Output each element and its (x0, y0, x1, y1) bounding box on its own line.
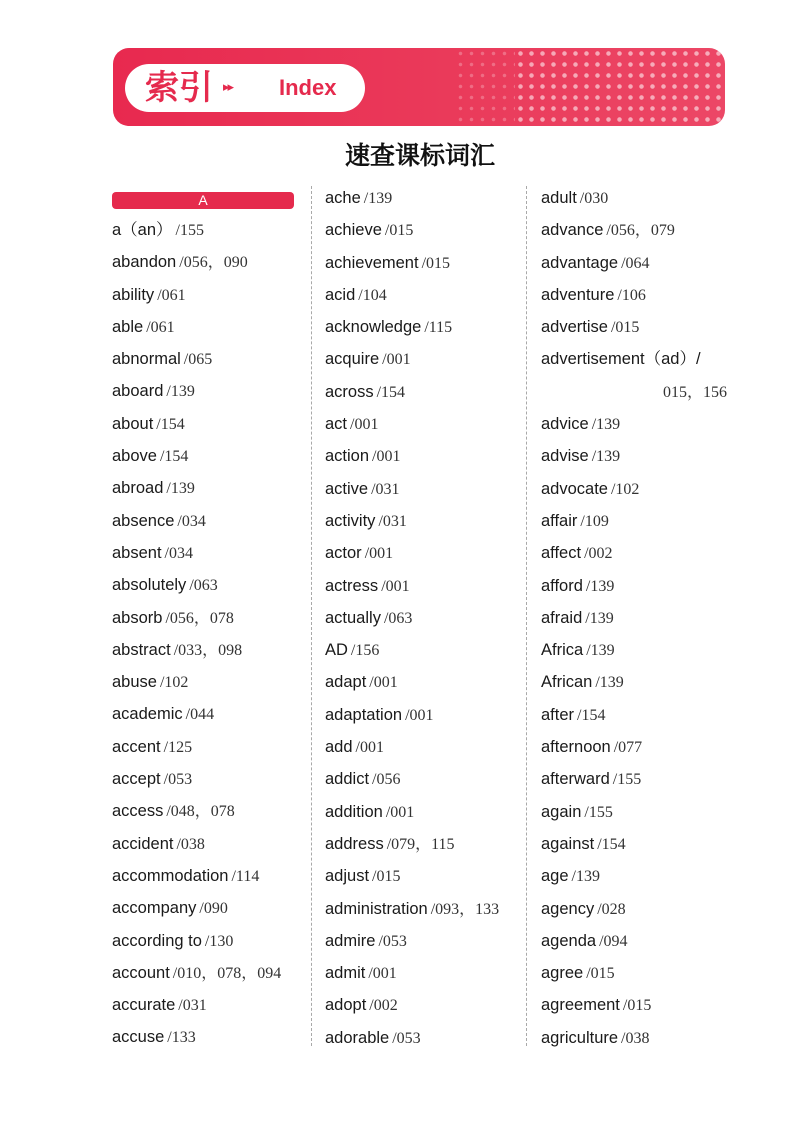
entry-word: accept (112, 770, 161, 789)
entry-page-numbers: /053 (392, 1029, 421, 1047)
index-entry (112, 343, 302, 375)
index-entry (541, 214, 741, 246)
index-entry (112, 440, 302, 472)
entry-page-numbers: /001 (369, 674, 398, 692)
entry-word: aboard (112, 382, 164, 401)
header-banner (113, 48, 725, 126)
entry-word: accident (112, 834, 174, 853)
entry-page-numbers: /031 (378, 512, 407, 530)
entry-word: about (112, 414, 154, 433)
index-entry (325, 634, 520, 666)
entry-page-numbers: /056，079 (606, 222, 675, 240)
entry-word: against (541, 834, 595, 853)
entry-page-numbers: /001 (364, 545, 394, 563)
entry-word: again (541, 802, 582, 821)
entry-page-numbers: /155 (612, 771, 642, 789)
entry-page-numbers: /125 (163, 738, 193, 756)
index-entry (325, 699, 520, 731)
index-entry (325, 279, 520, 311)
index-entry (541, 279, 741, 311)
entry-word: abandon (112, 253, 177, 272)
index-entry (325, 989, 520, 1021)
entry-page-numbers: /015 (421, 254, 451, 272)
entry-page-numbers: /001 (350, 416, 379, 434)
index-entry (112, 472, 302, 504)
banner-label-pill (125, 64, 365, 112)
entry-word: affair (541, 511, 578, 530)
entry-word: access (112, 802, 164, 821)
entry-page-numbers: /002 (369, 997, 398, 1015)
index-entry (541, 989, 741, 1021)
entry-page-numbers: /010，078，094 (172, 964, 282, 982)
index-entry (541, 666, 741, 698)
index-entry (325, 828, 520, 860)
index-entry (112, 569, 302, 601)
entry-page-numbers: /065 (183, 351, 213, 369)
entry-page-numbers: /093，133 (430, 900, 500, 918)
entry-word: abuse (112, 673, 157, 692)
entry-page-numbers: /114 (231, 867, 260, 885)
entry-word: advance (541, 221, 604, 240)
entry-page-numbers: /031 (178, 997, 207, 1015)
column-divider (526, 186, 527, 1046)
entry-page-numbers: /133 (167, 1029, 196, 1047)
index-entry (541, 537, 741, 569)
entry-page-numbers: /015 (622, 997, 652, 1015)
entry-word: admit (325, 964, 366, 983)
entry-page-numbers: /139 (591, 448, 621, 466)
index-entry (541, 376, 741, 408)
entry-word: admire (325, 931, 376, 950)
entry-page-numbers: /109 (580, 512, 609, 530)
entry-word: adaptation (325, 705, 403, 724)
index-entry (112, 537, 302, 569)
entry-page-numbers: /106 (617, 286, 646, 304)
entry-page-numbers: /001 (355, 739, 384, 757)
index-entry (325, 343, 520, 375)
entry-word: absent (112, 543, 162, 562)
entry-page-numbers: /154 (376, 383, 406, 401)
entry-word: act (325, 415, 348, 434)
index-entry (541, 247, 741, 279)
banner-dot-pattern-faint (455, 48, 515, 126)
entry-word: above (112, 447, 157, 466)
column-divider (311, 186, 312, 1046)
entry-word: addition (325, 802, 383, 821)
index-column-2 (325, 182, 520, 1054)
index-entry (325, 440, 520, 472)
index-entry (112, 989, 302, 1021)
entry-page-numbers: /130 (204, 932, 234, 950)
index-entry (112, 828, 302, 860)
entry-word: agree (541, 964, 584, 983)
entry-page-numbers: /001 (385, 803, 415, 821)
index-entry (112, 1021, 302, 1053)
index-entry (325, 1022, 520, 1054)
entry-page-numbers: /154 (159, 448, 189, 466)
entry-word: adjust (325, 867, 370, 886)
entry-word: abnormal (112, 350, 181, 369)
index-column-1 (112, 182, 302, 1054)
entry-page-numbers: /030 (579, 190, 609, 207)
entry-page-numbers: /056，090 (179, 254, 248, 272)
index-entry (112, 763, 302, 795)
entry-word: actor (325, 544, 362, 563)
index-entry (325, 473, 520, 505)
index-entry (325, 214, 520, 246)
entry-word: abroad (112, 479, 164, 498)
index-entry (325, 731, 520, 763)
entry-page-numbers: /001 (368, 965, 397, 983)
entry-word: adventure (541, 285, 615, 304)
entry-word: ability (112, 285, 155, 304)
index-entry (541, 602, 741, 634)
index-entry (112, 795, 302, 827)
entry-word: actually (325, 608, 381, 627)
entry-word: accommodation (112, 866, 229, 885)
index-entry (541, 796, 741, 828)
entry-word: activity (325, 511, 376, 530)
entry-word: acknowledge (325, 318, 422, 337)
entry-page-numbers: /001 (372, 448, 401, 466)
entry-page-numbers: /015 (610, 319, 640, 337)
index-entry (325, 602, 520, 634)
entry-word: afraid (541, 608, 583, 627)
index-entry (541, 182, 741, 214)
index-entry (541, 925, 741, 957)
banner-title-en: Index (279, 75, 337, 100)
entry-word: advertisement（ad）/ (541, 350, 701, 369)
entry-page-numbers: /139 (586, 642, 615, 660)
section-letter-bar: A (112, 192, 294, 209)
index-entry (112, 375, 302, 407)
index-entry (112, 246, 302, 278)
entry-page-numbers: /156 (350, 642, 380, 660)
entry-word: abstract (112, 640, 171, 659)
entry-page-numbers: /139 (571, 868, 600, 886)
entry-word: across (325, 382, 374, 401)
index-entry (112, 408, 302, 440)
index-entry (325, 957, 520, 989)
entry-page-numbers: /038 (176, 835, 205, 853)
index-entry (325, 408, 520, 440)
entry-page-numbers: /015 (372, 868, 401, 886)
entry-page-numbers: /056 (372, 771, 401, 789)
entry-word: agency (541, 899, 595, 918)
entry-word: afford (541, 576, 583, 595)
index-entry (112, 505, 302, 537)
entry-page-numbers: /061 (157, 286, 186, 304)
index-entry (541, 860, 741, 892)
entry-word: absence (112, 511, 175, 530)
index-entry (541, 634, 741, 666)
entry-page-numbers: /115 (424, 319, 453, 337)
index-entry (325, 182, 520, 214)
index-entry (325, 537, 520, 569)
index-entry (541, 343, 741, 375)
entry-page-numbers: /002 (584, 545, 613, 563)
index-entry (541, 408, 741, 440)
entry-page-numbers: /139 (166, 383, 195, 401)
entry-word: African (541, 673, 593, 692)
index-entry (541, 570, 741, 602)
index-entry (325, 311, 520, 343)
index-entry (112, 892, 302, 924)
index-entry (541, 893, 741, 925)
index-entry (541, 311, 741, 343)
entry-word: accent (112, 737, 161, 756)
entry-page-numbers: /015 (384, 222, 414, 240)
entry-page-numbers: /079，115 (386, 835, 455, 853)
index-entry (541, 505, 741, 537)
entry-page-numbers: /056，078 (165, 609, 234, 627)
index-entry (325, 505, 520, 537)
entry-word: addict (325, 770, 370, 789)
entry-page-numbers: /001 (405, 706, 434, 724)
index-entry (112, 634, 302, 666)
entry-page-numbers: /053 (378, 932, 407, 950)
entry-page-numbers: /139 (591, 416, 621, 434)
entry-word: AD (325, 641, 348, 660)
index-entry (325, 570, 520, 602)
entry-word: action (325, 447, 370, 466)
entry-word: Africa (541, 641, 584, 660)
banner-dot-pattern (515, 48, 725, 126)
index-entry (112, 602, 302, 634)
index-entry (541, 699, 741, 731)
entry-page-numbers: /031 (371, 480, 400, 498)
entry-page-numbers: 015，156 (662, 383, 727, 401)
index-entry (325, 860, 520, 892)
entry-word: administration (325, 899, 428, 918)
page-title: 速查课标词汇 (344, 141, 495, 170)
index-entry (112, 731, 302, 763)
entry-word: after (541, 705, 575, 724)
entry-page-numbers: /061 (146, 318, 175, 336)
entry-word: according to (112, 931, 202, 950)
entry-page-numbers: /139 (585, 577, 615, 595)
entry-word: accuse (112, 1028, 165, 1047)
entry-page-numbers: /102 (610, 480, 640, 498)
entry-page-numbers: /154 (597, 835, 626, 853)
entry-word: ache (325, 189, 361, 207)
entry-word: adorable (325, 1028, 390, 1047)
index-entry (325, 763, 520, 795)
entry-word: absorb (112, 608, 163, 627)
entry-page-numbers: /094 (599, 932, 628, 950)
entry-word: acid (325, 285, 356, 304)
index-entry (541, 731, 741, 763)
entry-page-numbers: /154 (577, 706, 606, 724)
index-entry (112, 311, 302, 343)
entry-word: afterward (541, 770, 610, 789)
entry-page-numbers: /064 (621, 254, 650, 272)
entry-word: age (541, 867, 569, 886)
entry-word: advice (541, 415, 589, 434)
index-entry (325, 893, 520, 925)
entry-page-numbers: /015 (586, 965, 615, 983)
index-entry (112, 279, 302, 311)
entry-word: acquire (325, 350, 380, 369)
entry-word: accurate (112, 996, 176, 1015)
entry-page-numbers: /001 (381, 577, 410, 595)
index-entry (325, 796, 520, 828)
entry-page-numbers: /077 (613, 739, 643, 757)
entry-word: afternoon (541, 738, 611, 757)
entry-page-numbers: /028 (597, 900, 626, 918)
entry-word: adapt (325, 673, 367, 692)
index-entry (112, 698, 302, 730)
entry-page-numbers: /034 (177, 512, 206, 530)
entry-page-numbers: /102 (159, 674, 189, 692)
index-entry (541, 440, 741, 472)
entry-word: affect (541, 544, 582, 563)
entry-word: agreement (541, 996, 620, 1015)
index-entry (325, 376, 520, 408)
entry-page-numbers: /090 (199, 900, 228, 918)
entry-word: a（an） (112, 221, 173, 239)
entry-page-numbers: /063 (189, 577, 218, 595)
index-entry (541, 1022, 741, 1054)
entry-page-numbers: /139 (595, 674, 624, 692)
entry-word: advertise (541, 318, 608, 337)
entry-page-numbers: /139 (363, 190, 393, 207)
entry-page-numbers: /053 (163, 771, 193, 789)
entry-page-numbers: /048，078 (166, 803, 235, 821)
index-entry (112, 214, 302, 246)
entry-word: achievement (325, 253, 419, 272)
double-arrow-icon: ▸▸ (223, 80, 233, 95)
entry-word: actress (325, 576, 379, 595)
entry-word: advise (541, 447, 589, 466)
index-entry (541, 763, 741, 795)
index-entry (325, 925, 520, 957)
entry-word: adopt (325, 996, 367, 1015)
banner-title-zh: 索引 (145, 68, 213, 108)
index-entry (112, 860, 302, 892)
entry-word: account (112, 963, 170, 982)
entry-page-numbers: /063 (383, 609, 413, 627)
entry-word: able (112, 317, 144, 336)
entry-word: agenda (541, 931, 597, 950)
entry-page-numbers: /033，098 (173, 641, 243, 659)
index-entry (112, 925, 302, 957)
index-entry (541, 828, 741, 860)
index-entry (112, 957, 302, 989)
entry-page-numbers: /154 (156, 415, 185, 433)
index-entry (325, 247, 520, 279)
entry-page-numbers: /139 (166, 480, 195, 498)
entry-word: adult (541, 189, 577, 207)
index-column-3 (541, 182, 741, 1054)
entry-page-numbers: /001 (382, 351, 411, 369)
entry-word: add (325, 738, 353, 757)
entry-page-numbers: /034 (164, 544, 193, 562)
entry-page-numbers: /044 (185, 706, 215, 724)
entry-word: absolutely (112, 576, 187, 595)
entry-word: academic (112, 705, 183, 724)
entry-page-numbers: /155 (175, 222, 204, 239)
entry-page-numbers: /139 (585, 609, 614, 627)
entry-page-numbers: /155 (584, 803, 613, 821)
index-entry (325, 666, 520, 698)
index-entry (541, 957, 741, 989)
entry-word: advantage (541, 253, 619, 272)
entry-word: accompany (112, 899, 197, 918)
entry-word: achieve (325, 221, 382, 240)
entry-word: advocate (541, 479, 608, 498)
entry-word: address (325, 834, 384, 853)
entry-page-numbers: /104 (358, 286, 387, 304)
entry-page-numbers: /038 (621, 1029, 650, 1047)
index-entry (541, 473, 741, 505)
entry-word: agriculture (541, 1028, 619, 1047)
index-entry (112, 666, 302, 698)
entry-word: active (325, 479, 369, 498)
